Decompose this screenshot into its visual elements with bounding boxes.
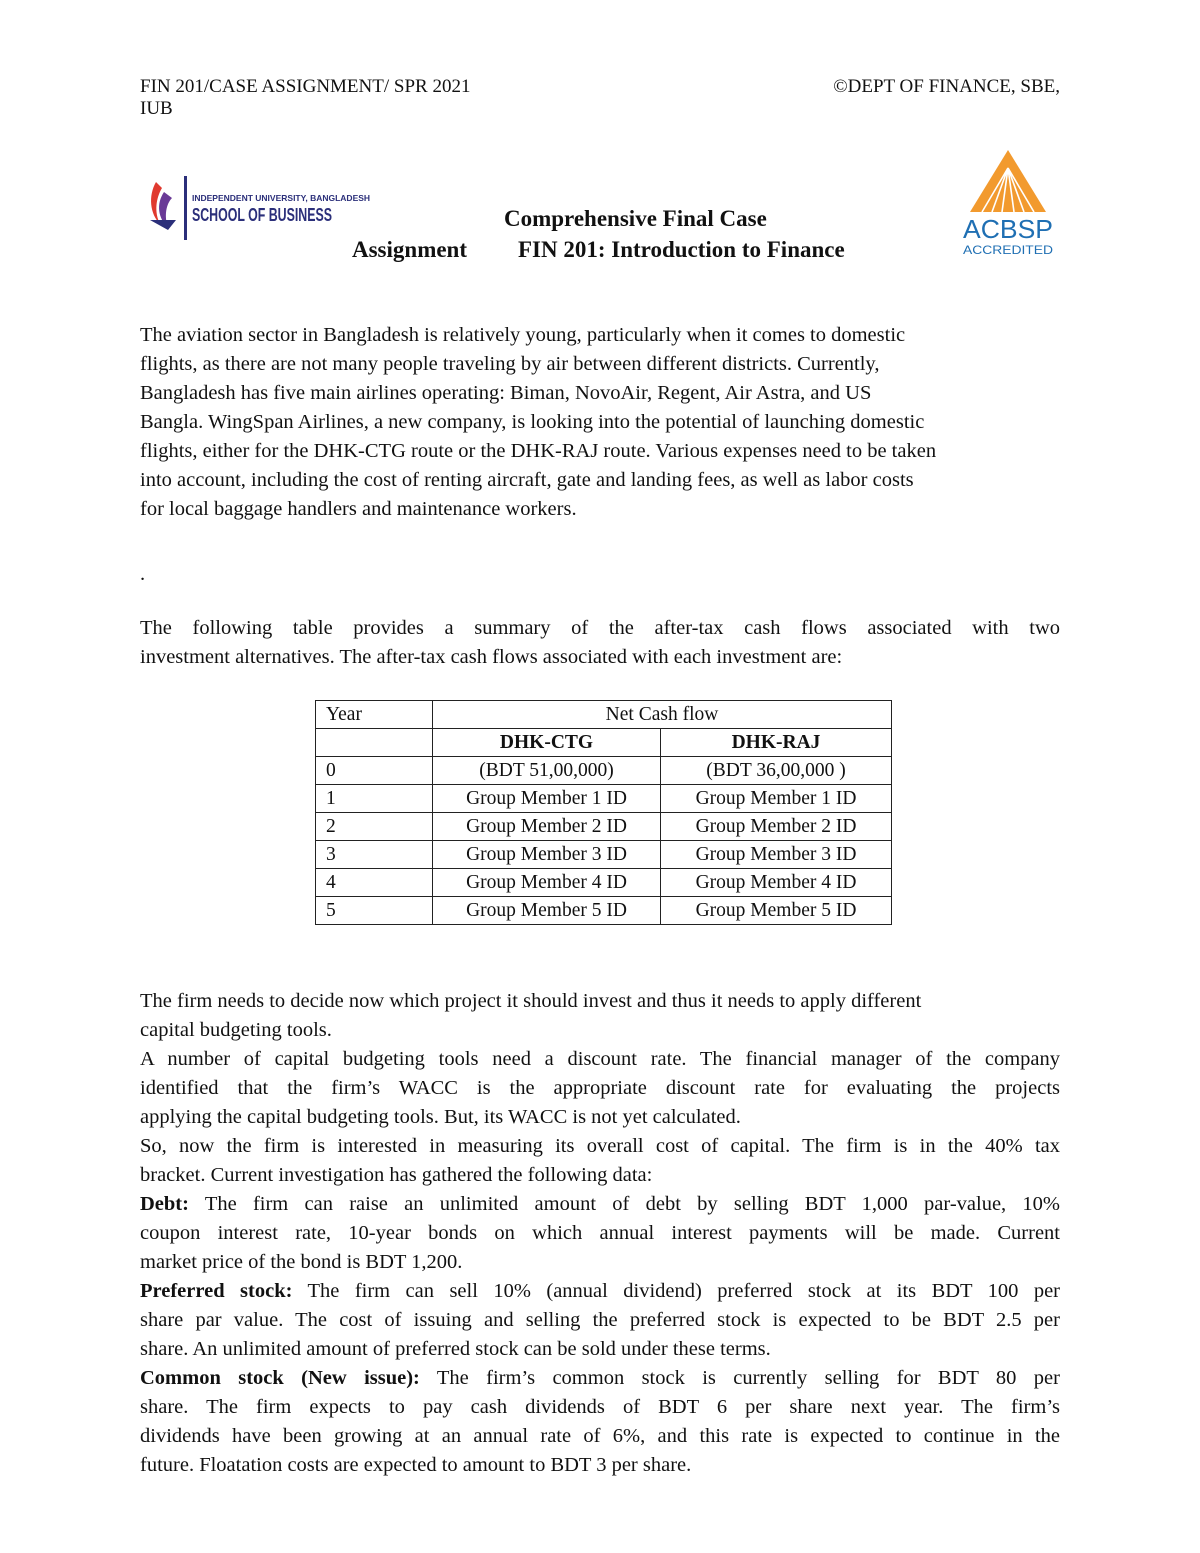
table-header-row (316, 701, 892, 729)
year-cell: 3 (316, 841, 433, 869)
common-text: The firm’s common stock is currently selling for BDT 80 per (419, 1367, 1060, 1389)
dhk-raj-cell: Group Member 2 ID (661, 813, 892, 841)
acbsp-triangle-icon (970, 150, 1046, 212)
body-line: share par value. The cost of issuing and selling the preferred stock is expected to be BDT 2.5 per (140, 1309, 1060, 1331)
table-row (316, 897, 892, 925)
dhk-raj-cell: Group Member 1 ID (661, 785, 892, 813)
body-line: market price of the bond is BDT 1,200. (140, 1251, 463, 1273)
common-stock-label: Common stock (New issue): (140, 1367, 420, 1389)
intro-line: The aviation sector in Bangladesh is relatively young, particularly when it comes to domestic (140, 324, 906, 346)
debt-text: The firm can raise an unlimited amount of debt by selling BDT 1,000 par-value, 10% (188, 1193, 1060, 1215)
common-paragraph-line (140, 1364, 1060, 1393)
col-dhk-ctg-header: DHK-CTG (433, 729, 661, 757)
col-dhk-raj-header: DHK-RAJ (661, 729, 892, 757)
body-paragraphs (140, 987, 1060, 1480)
debt-paragraph-line (140, 1190, 1060, 1219)
dhk-raj-cell: Group Member 5 ID (661, 897, 892, 925)
intro-line: flights, either for the DHK-CTG route or the DHK-RAJ route. Various expenses need to be taken (140, 440, 937, 462)
stray-dot: . (140, 563, 146, 585)
preferred-paragraph-line (140, 1277, 1060, 1306)
body-line: future. Floatation costs are expected to amount to BDT 3 per share. (140, 1454, 692, 1476)
body-line: capital budgeting tools. (140, 1019, 332, 1041)
body-line: share. An unlimited amount of preferred stock can be sold under these terms. (140, 1338, 771, 1360)
body-line: bracket. Current investigation has gathered the following data: (140, 1164, 653, 1186)
table-intro-line: investment alternatives. The after-tax cash flows associated with each investment are: (140, 646, 843, 668)
debt-label: Debt: (140, 1193, 189, 1215)
cash-flow-table (315, 700, 892, 925)
preferred-stock-label: Preferred stock: (140, 1280, 293, 1302)
year-cell: 2 (316, 813, 433, 841)
dhk-raj-cell: Group Member 4 ID (661, 869, 892, 897)
dhk-raj-cell: (BDT 36,00,000 ) (661, 757, 892, 785)
header-course-code-cont: IUB (140, 98, 173, 119)
body-line: applying the capital budgeting tools. But, its WACC is not yet calculated. (140, 1106, 741, 1128)
intro-line: Bangladesh has five main airlines operating: Biman, NovoAir, Regent, Air Astra, and US (140, 382, 872, 404)
header-department: ©DEPT OF FINANCE, SBE, (833, 76, 1060, 97)
dhk-ctg-cell: Group Member 4 ID (433, 869, 661, 897)
dhk-ctg-cell: Group Member 1 ID (433, 785, 661, 813)
dhk-ctg-cell: (BDT 51,00,000) (433, 757, 661, 785)
year-cell: 0 (316, 757, 433, 785)
intro-line: flights, as there are not many people traveling by air between different districts. Currently, (140, 353, 880, 375)
year-cell: 1 (316, 785, 433, 813)
intro-paragraph (140, 321, 1060, 524)
body-line: share. The firm expects to pay cash dividends of BDT 6 per share next year. The firm’s (140, 1396, 1060, 1418)
body-line: dividends have been growing at an annual rate of 6%, and this rate is expected to continue in the (140, 1425, 1060, 1447)
acbsp-name: ACBSP (963, 214, 1053, 244)
acbsp-accredited: ACCREDITED (963, 243, 1054, 257)
table-row (316, 813, 892, 841)
table-row (316, 785, 892, 813)
acbsp-logo (958, 148, 1058, 260)
preferred-text: The firm can sell 10% (annual dividend) preferred stock at its BDT 100 per (292, 1280, 1061, 1302)
year-cell: 4 (316, 869, 433, 897)
header-course-code: FIN 201/CASE ASSIGNMENT/ SPR 2021 (140, 76, 471, 97)
sob-small-text: INDEPENDENT UNIVERSITY, BANGLADESH (192, 193, 371, 203)
empty-cell (316, 729, 433, 757)
document-title-assignment: Assignment (352, 237, 468, 262)
body-line: So, now the firm is interested in measuring its overall cost of capital. The firm is in the 40% tax (140, 1135, 1060, 1157)
intro-line: for local baggage handlers and maintenance workers. (140, 498, 577, 520)
col-net-cash-flow-header: Net Cash flow (433, 701, 892, 729)
year-cell: 5 (316, 897, 433, 925)
document-title-line1: Comprehensive Final Case (504, 206, 767, 231)
intro-line: into account, including the cost of renting aircraft, gate and landing fees, as well as labor costs (140, 469, 914, 491)
sob-big-text: SCHOOL OF BUSINESS (192, 205, 332, 225)
dhk-ctg-cell: Group Member 5 ID (433, 897, 661, 925)
school-of-business-logo (146, 174, 371, 242)
dhk-ctg-cell: Group Member 3 ID (433, 841, 661, 869)
body-line: A number of capital budgeting tools need a discount rate. The financial manager of the company (140, 1048, 1060, 1070)
table-row (316, 757, 892, 785)
dhk-raj-cell: Group Member 3 ID (661, 841, 892, 869)
table-subheader-row (316, 729, 892, 757)
dhk-ctg-cell: Group Member 2 ID (433, 813, 661, 841)
document-title-course: FIN 201: Introduction to Finance (518, 237, 845, 262)
table-row (316, 841, 892, 869)
body-line: identified that the firm’s WACC is the appropriate discount rate for evaluating the projects (140, 1077, 1060, 1099)
table-intro-line: The following table provides a summary of the after-tax cash flows associated with two (140, 617, 1060, 639)
col-year-header: Year (316, 701, 433, 729)
body-line: coupon interest rate, 10-year bonds on which annual interest payments will be made. Current (140, 1222, 1060, 1244)
body-line: The firm needs to decide now which project it should invest and thus it needs to apply different (140, 990, 922, 1012)
intro-line: Bangla. WingSpan Airlines, a new company, is looking into the potential of launching domestic (140, 411, 925, 433)
table-row (316, 869, 892, 897)
table-intro-paragraph (140, 614, 1060, 672)
